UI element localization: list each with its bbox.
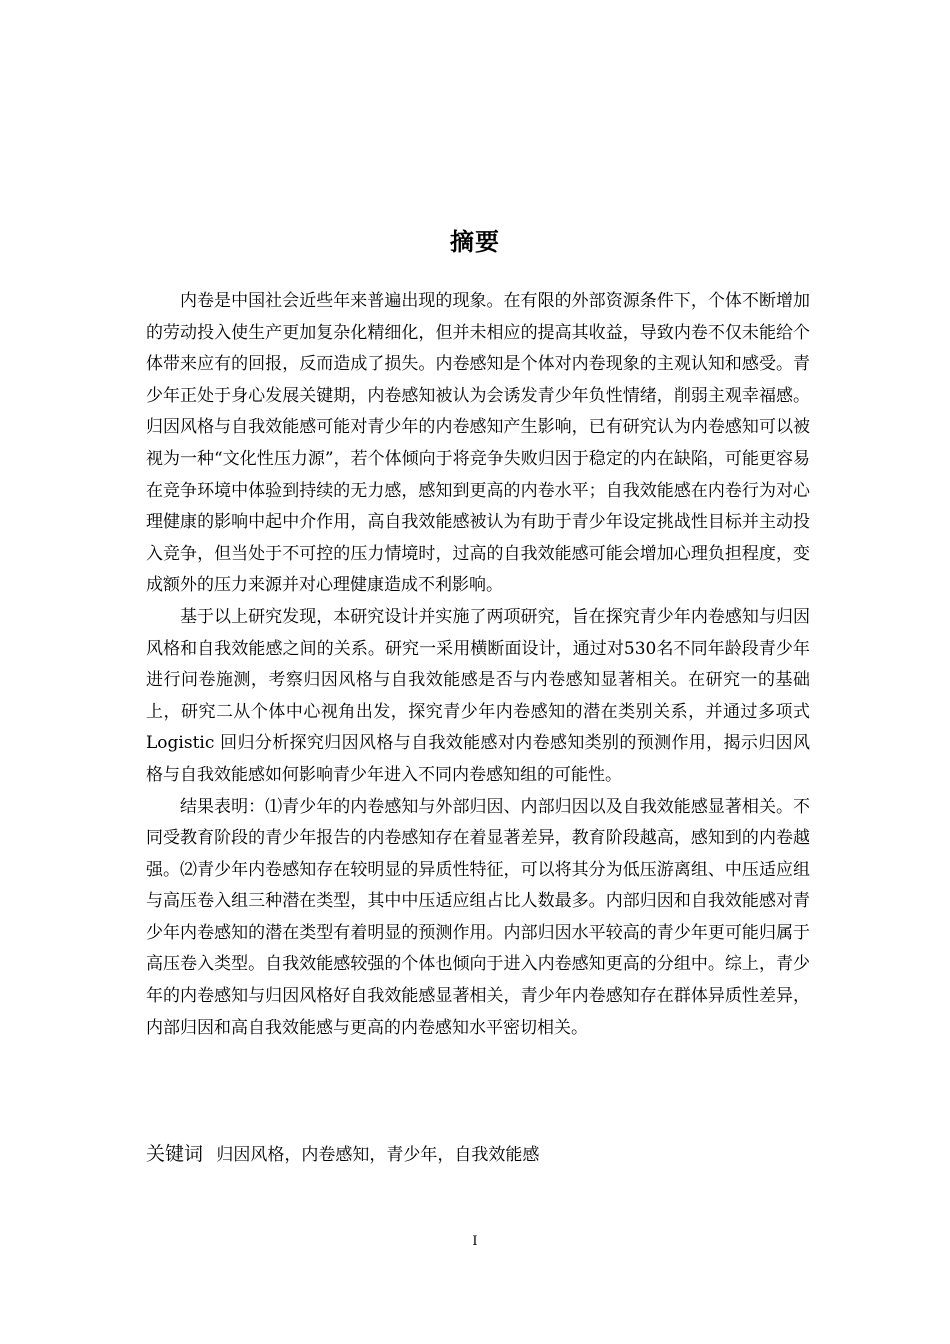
keywords-label: 关键词 <box>146 1143 204 1165</box>
page-number: I <box>472 1234 478 1249</box>
keywords-list: 归因风格，内卷感知，青少年，自我效能感 <box>216 1145 540 1165</box>
keywords-line <box>146 1138 810 1171</box>
abstract-paragraph-1: 内卷是中国社会近些年来普遍出现的现象。在有限的外部资源条件下，个体不断增加的劳动投入使生产更加复杂化精细化，但并未相应的提高其收益，导致内卷不仅未能给个体带来应有的回报，反而造成了损失。内卷感知是个体对内卷现象的主观认知和感受。青少年正处于身心发展关键期，内卷感知被认为会诱发青少年负性情绪，削弱主观幸福感。归因风格与自我效能感可能对青少年的内卷感知产生影响，已有研究认为内卷感知可以被视为一种“文化性压力源”，若个体倾向于将竞争失败归因于稳定的内在缺陷，可能更容易在竞争环境中体验到持续的无力感，感知到更高的内卷水平；自我效能感在内卷行为对心理健康的影响中起中介作用，高自我效能感被认为有助于青少年设定挑战性目标并主动投入竞争，但当处于不可控的压力情境时，过高的自我效能感可能会增加心理负担程度，变成额外的压力来源并对心理健康造成不利影响。 <box>146 291 810 596</box>
abstract-paragraph-3: 结果表明：⑴青少年的内卷感知与外部归因、内部归因以及自我效能感显著相关。不同受教育阶段的青少年报告的内卷感知存在着显著差异，教育阶段越高，感知到的内卷越强。⑵青少年内卷感知存在较明显的异质性特征，可以将其分为低压游离组、中压适应组与高压卷入组三种潜在类型，其中中压适应组占比人数最多。内部归因和自我效能感对青少年内卷感知的潜在类型有着明显的预测作用。内部归因水平较高的青少年更可能归属于高压卷入类型。自我效能感较强的个体也倾向于进入内卷感知更高的分组中。综上，青少年的内卷感知与归因风格好自我效能感显著相关，青少年内卷感知存在群体异质性差异，内部归因和高自我效能感与更高的内卷感知水平密切相关。 <box>146 796 810 1038</box>
abstract-title: 摘要 <box>450 228 500 256</box>
abstract-body <box>146 286 810 1044</box>
abstract-paragraph-2: 基于以上研究发现，本研究设计并实施了两项研究，旨在探究青少年内卷感知与归因风格和自我效能感之间的关系。研究一采用横断面设计，通过对530名不同年龄段青少年进行问卷施测，考察归因风格与自我效能感是否与内卷感知显著相关。在研究一的基础上，研究二从个体中心视角出发，探究青少年内卷感知的潜在类别关系，并通过多项式 Logistic 回归分析探究归因风格与自我效能感对内卷感知类别的预测作用，揭示归因风格与自我效能感如何影响青少年进入不同内卷感知组的可能性。 <box>146 606 810 785</box>
